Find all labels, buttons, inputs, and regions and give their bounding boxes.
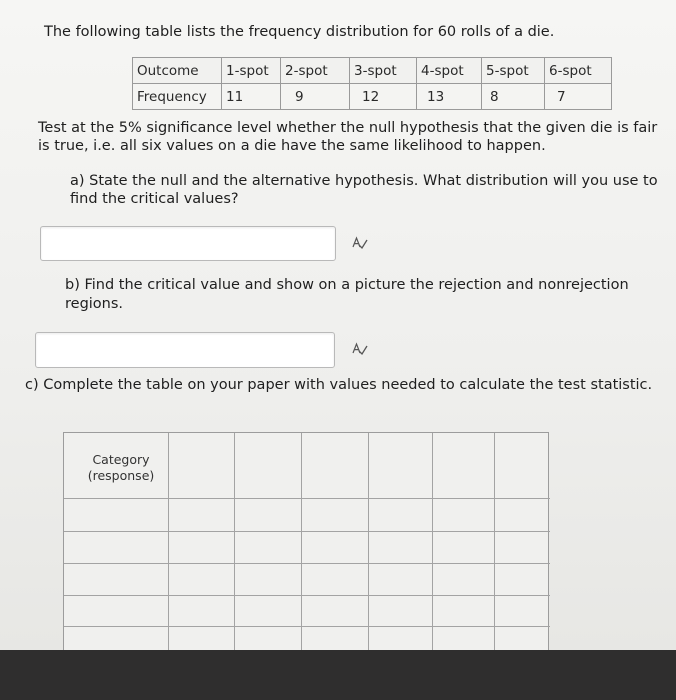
category-label: Category bbox=[92, 452, 150, 467]
table-row-divider bbox=[64, 595, 550, 596]
bottom-bar bbox=[0, 650, 676, 700]
answer-b-input[interactable] bbox=[35, 332, 335, 368]
spellcheck-icon[interactable] bbox=[352, 342, 368, 356]
table-column-divider bbox=[368, 433, 369, 651]
frequency-cell: 11 bbox=[222, 84, 281, 110]
outcome-cell: 2-spot bbox=[281, 58, 350, 84]
frequency-cell: 9 bbox=[281, 84, 350, 110]
outcome-cell: 4-spot bbox=[417, 58, 482, 84]
frequency-cell: 8 bbox=[482, 84, 545, 110]
table-column-divider bbox=[301, 433, 302, 651]
intro-text: The following table lists the frequency distribution for 60 rolls of a die. bbox=[44, 24, 555, 40]
category-header bbox=[66, 452, 176, 484]
frequency-cell: 12 bbox=[350, 84, 417, 110]
outcome-cell: 5-spot bbox=[482, 58, 545, 84]
spellcheck-icon[interactable] bbox=[352, 236, 368, 250]
test-line: is true, i.e. all six values on a die have the same likelihood to happen. bbox=[38, 138, 546, 154]
table-column-divider bbox=[234, 433, 235, 651]
question-a: a) State the null and the alternative hypothesis. What distribution will you use to find the critical values? bbox=[70, 173, 658, 207]
test-line: Test at the 5% significance level whether the null hypothesis that the given die is fair bbox=[38, 120, 658, 136]
answer-a-input[interactable] bbox=[40, 226, 336, 261]
question-b: b) Find the critical value and show on a picture the rejection and nonrejection regions. bbox=[65, 277, 629, 312]
question-c: c) Complete the table on your paper with values needed to calculate the test statistic. bbox=[25, 377, 653, 393]
table-row-divider bbox=[64, 498, 550, 499]
table-row-divider bbox=[64, 626, 550, 627]
table-column-divider bbox=[432, 433, 433, 651]
outcome-header: Outcome bbox=[133, 58, 222, 84]
table-row-divider bbox=[64, 563, 550, 564]
table-column-divider bbox=[494, 433, 495, 651]
frequency-cell: 13 bbox=[417, 84, 482, 110]
category-label: (response) bbox=[87, 468, 155, 483]
outcome-cell: 1-spot bbox=[222, 58, 281, 84]
frequency-cell: 7 bbox=[545, 84, 612, 110]
outcome-cell: 3-spot bbox=[350, 58, 417, 84]
frequency-table bbox=[132, 57, 612, 110]
outcome-cell: 6-spot bbox=[545, 58, 612, 84]
table-row-divider bbox=[64, 531, 550, 532]
frequency-row bbox=[133, 84, 612, 110]
outcome-row bbox=[133, 58, 612, 84]
test-instructions bbox=[38, 119, 668, 155]
frequency-header: Frequency bbox=[133, 84, 222, 110]
